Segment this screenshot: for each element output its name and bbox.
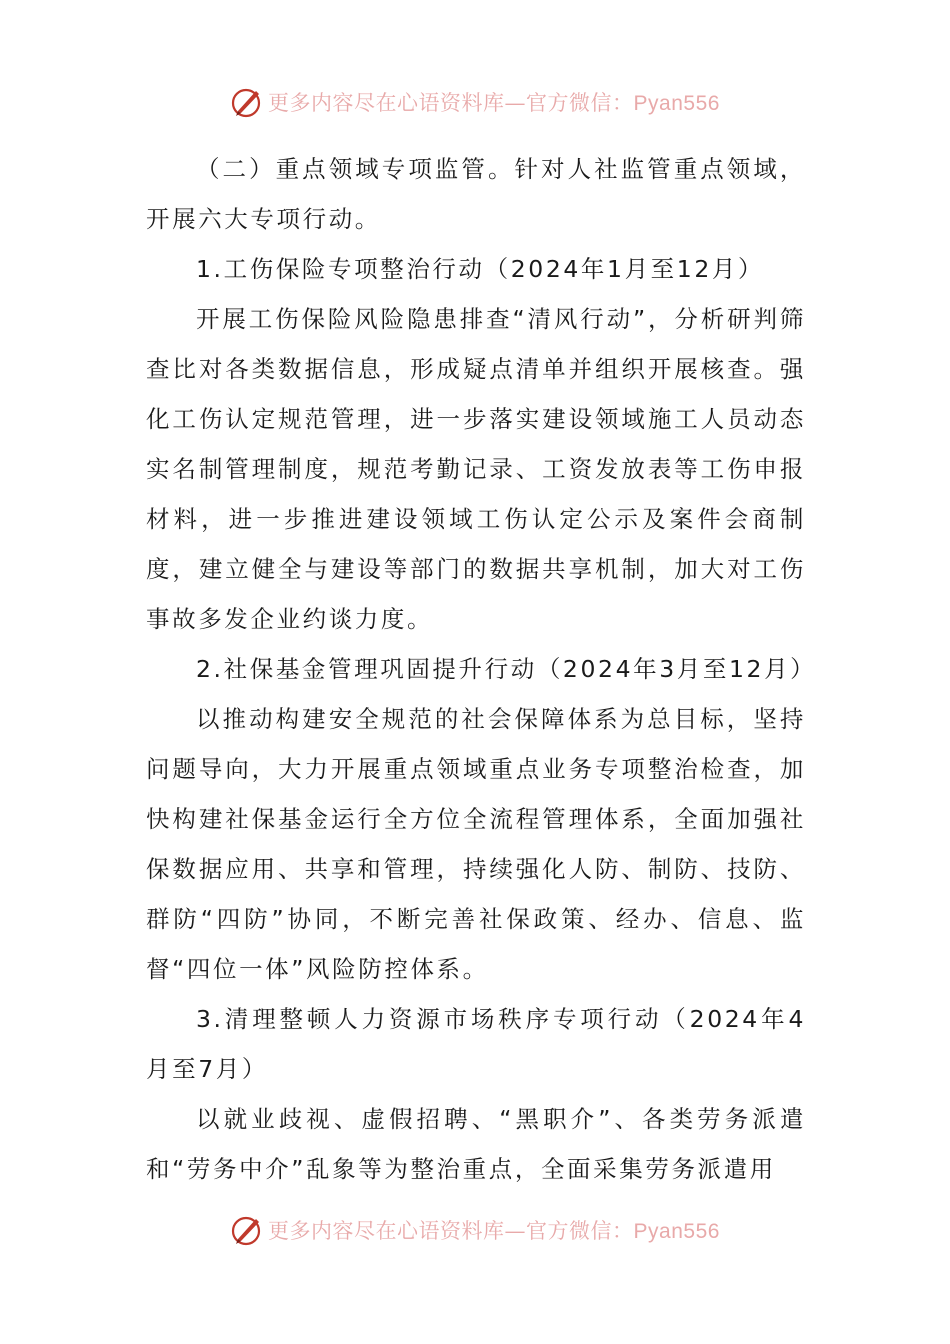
- paragraph-item-3-heading: 3.清理整顿人力资源市场秩序专项行动（2024年4月至7月）: [146, 1005, 806, 1083]
- paragraph-item-3-body: 以就业歧视、虚假招聘、“黑职介”、各类劳务派遣和“劳务中介”乱象等为整治重点，全面采集劳务派遣用: [146, 1105, 806, 1183]
- paragraph-item-1-heading: 1.工伤保险专项整治行动（2024年1月至12月）: [196, 255, 765, 283]
- watermark-text: 更多内容尽在心语资料库—官方微信：: [268, 1219, 634, 1243]
- watermark-handle: Pyan556: [633, 92, 720, 115]
- watermark-text: 更多内容尽在心语资料库—官方微信：: [268, 91, 634, 115]
- footer-watermark: [0, 1212, 950, 1248]
- paragraph-item-2-body: 以推动构建安全规范的社会保障体系为总目标，坚持问题导向，大力开展重点领域重点业务专项整治检查，加快构建社保基金运行全方位全流程管理体系，全面加强社保数据应用、共享和管理，持续强化人防、制防、技防、群防“四防”协同，不断完善社保政策、经办、信息、监督“四位一体”风险防控体系。: [146, 705, 806, 983]
- paragraph-section-heading: （二）重点领域专项监管。针对人社监管重点领域，开展六大专项行动。: [146, 155, 806, 233]
- header-watermark: [0, 84, 950, 120]
- paragraph-item-1-body: 开展工伤保险风险隐患排查“清风行动”，分析研判筛查比对各类数据信息，形成疑点清单并组织开展核查。强化工伤认定规范管理，进一步落实建设领域施工人员动态实名制管理制度，规范考勤记录、工资发放表等工伤申报材料，进一步推进建设领域工伤认定公示及案件会商制度，建立健全与建设等部门的数据共享机制，加大对工伤事故多发企业约谈力度。: [146, 305, 806, 633]
- quill-pen-logo-icon: [230, 1213, 264, 1247]
- paragraph-item-2-heading: 2.社保基金管理巩固提升行动（2024年3月至12月）: [196, 655, 817, 683]
- watermark-handle: Pyan556: [633, 1220, 720, 1243]
- document-body: [146, 144, 817, 1194]
- quill-pen-logo-icon: [230, 85, 264, 119]
